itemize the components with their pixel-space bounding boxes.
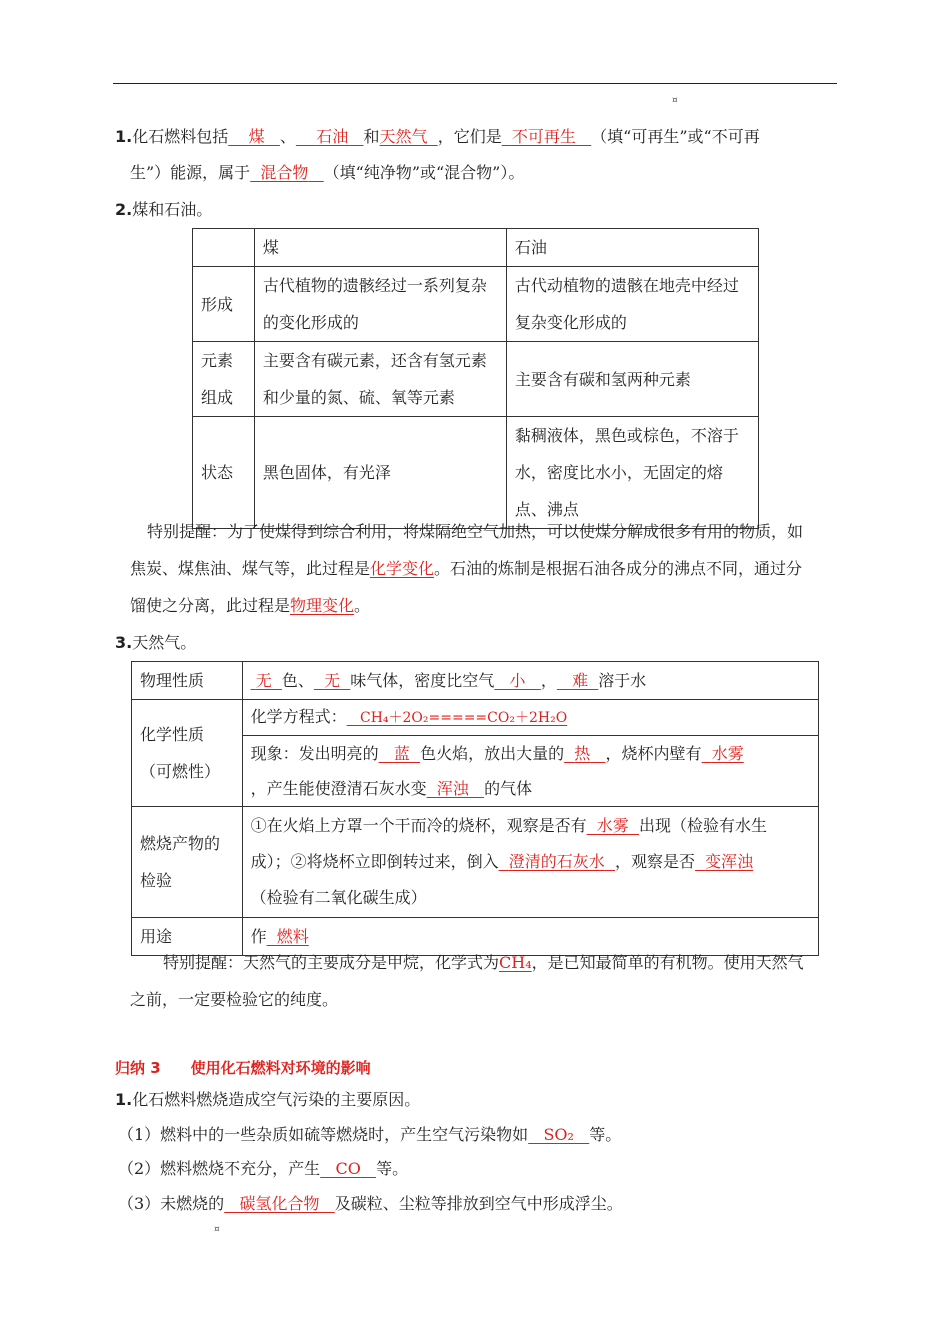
q2-title: 2.煤和石油。: [115, 200, 213, 219]
answer-physical-change: 物理变化: [290, 596, 355, 615]
answer-oil: 石油: [316, 127, 349, 146]
oil-composition: 主要含有碳和氢两种元素: [506, 342, 758, 417]
answer-chemical-change: 化学变化: [370, 559, 435, 578]
q3-tip-line-1: 特别提醒：天然气的主要成分是甲烷，化学式为CH₄，是已知最简单的有机物。使用天然气: [163, 953, 804, 972]
product-check: ①在火焰上方罩一个干而冷的烧杯，观察是否有 水雾 出现（检验有水生 成）；②将烧杯立即倒转过来，倒入 澄清的石灰水 ，观察是否 变浑浊 （检验有二氧化碳生成）: [242, 807, 818, 918]
header-coal: 煤: [254, 229, 506, 267]
s3-q1: 1.化石燃料燃烧造成空气污染的主要原因。: [115, 1090, 421, 1109]
row-state-label: 状态: [193, 417, 255, 529]
coal-oil-table: [192, 228, 759, 529]
q2-tip-line-1: 特别提醒：为了使煤得到综合利用，将煤隔绝空气加热，可以使煤分解成很多有用的物质，如: [147, 522, 804, 541]
answer-ch4: CH₄: [499, 953, 532, 972]
answer-natural-gas: 天然气: [379, 127, 428, 146]
answer-so2: SO₂: [543, 1125, 574, 1144]
header-rule: [113, 83, 837, 84]
use-value: 作 燃料: [242, 918, 818, 956]
s3-item-1: （1）燃料中的一些杂质如硫等燃烧时，产生空气污染物如 SO₂ 等。: [118, 1125, 622, 1144]
q2-tip-line-2: 焦炭、煤焦油、煤气等，此过程是化学变化。石油的炼制是根据石油各成分的沸点不同，通过分: [130, 559, 803, 578]
row-composition-label: 元素 组成: [193, 342, 255, 417]
answer-mixture: 混合物: [260, 163, 309, 182]
q3-tip-line-2: 之前，一定要检验它的纯度。: [130, 990, 339, 1009]
q1-line-2: 生”）能源，属于 混合物 （填“纯净物”或“混合物”）。: [130, 163, 525, 182]
footer-mark: ¤: [214, 1225, 220, 1235]
header-oil: 石油: [506, 229, 758, 267]
q2-tip-line-3: 馏使之分离，此过程是物理变化。: [130, 596, 371, 615]
natural-gas-table: [131, 661, 819, 956]
row-chemical-label: 化学性质 （可燃性）: [132, 700, 243, 807]
row-formation-label: 形成: [193, 267, 255, 342]
oil-formation: 古代动植物的遗骸在地壳中经过 复杂变化形成的: [506, 267, 758, 342]
row-physical-label: 物理性质: [132, 662, 243, 700]
answer-coal: 煤: [248, 127, 265, 146]
answer-non-renewable: 不可再生: [511, 127, 576, 146]
row-use-label: 用途: [132, 918, 243, 956]
s3-item-2: （2）燃料燃烧不充分，产生 CO 等。: [118, 1159, 409, 1178]
coal-state: 黑色固体，有光泽: [254, 417, 506, 529]
answer-co: CO: [335, 1159, 361, 1178]
q1-line-1: 1.化石燃料包括 煤 、 石油 和天然气 ，它们是 不可再生 （填“可再生”或“不可再: [115, 127, 760, 146]
coal-formation: 古代植物的遗骸经过一系列复杂 的变化形成的: [254, 267, 506, 342]
combustion-phenomenon: 现象：发出明亮的 蓝 色火焰，放出大量的 热 ，烧杯内壁有 水雾 ，产生能使澄清石灰水变 浑浊 的气体: [242, 736, 818, 807]
s3-item-3: （3）未燃烧的 碳氢化合物 及碳粒、尘粒等排放到空气中形成浮尘。: [118, 1194, 623, 1213]
row-check-label: 燃烧产物的 检验: [132, 807, 243, 918]
chemical-equation: 化学方程式： CH₄＋2O₂=====CO₂＋2H₂O: [242, 700, 818, 736]
answer-hydrocarbon: 碳氢化合物: [239, 1194, 320, 1213]
q3-title: 3.天然气。: [115, 633, 197, 652]
physical-properties: 无 色、 无 味气体，密度比空气 小 ， 难 溶于水: [242, 662, 818, 700]
header-mark: ¤: [672, 96, 678, 106]
oil-state: 黏稠液体，黑色或棕色，不溶于 水，密度比水小，无固定的熔 点、沸点: [506, 417, 758, 529]
coal-composition: 主要含有碳元素，还含有氢元素 和少量的氮、硫、氧等元素: [254, 342, 506, 417]
section-heading: 归纳 3 使用化石燃料对环境的影响: [115, 1059, 371, 1077]
